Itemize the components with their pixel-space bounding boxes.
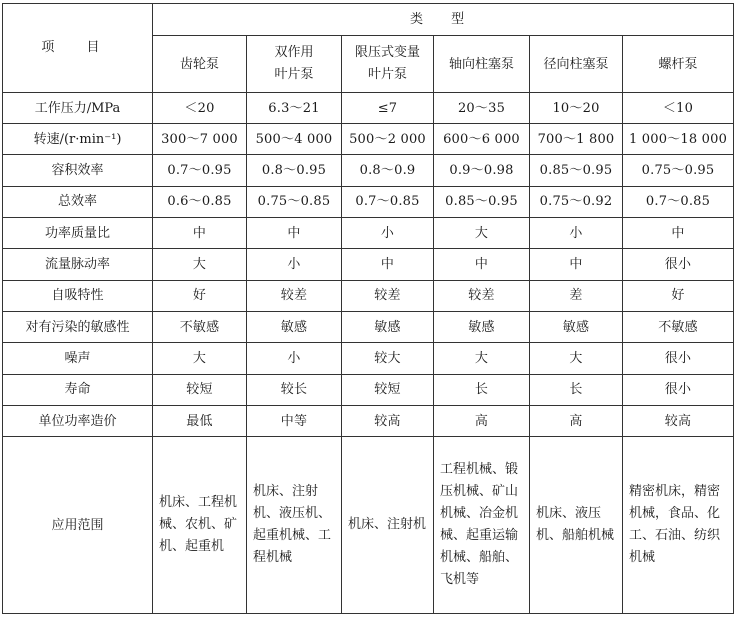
- cell-value: 较差: [342, 280, 434, 311]
- cell-value: ＜10: [623, 92, 734, 123]
- table-row: [3, 405, 734, 436]
- pump-name: 螺杆泵: [623, 36, 734, 93]
- table-row: [3, 280, 734, 311]
- cell-value: 中: [530, 249, 623, 280]
- cell-value: 中: [247, 218, 342, 249]
- cell-value: 工程机械、锻压机械、矿山机械、冶金机械、起重运输机械、船舶、飞机等: [434, 437, 530, 614]
- pump-name: 径向柱塞泵: [530, 36, 623, 93]
- cell-value: ＜20: [153, 92, 247, 123]
- table-row: [3, 155, 734, 186]
- row-label: 单位功率造价: [3, 405, 153, 436]
- cell-value: 0.75～0.92: [530, 186, 623, 217]
- row-label: 流量脉动率: [3, 249, 153, 280]
- cell-value: 大: [434, 218, 530, 249]
- cell-value: 中: [342, 249, 434, 280]
- row-label: 对有污染的敏感性: [3, 311, 153, 342]
- cell-value: 500～2 000: [342, 124, 434, 155]
- row-label: 噪声: [3, 343, 153, 374]
- cell-value: 敏感: [530, 311, 623, 342]
- cell-value: 机床、注射机、液压机、起重机械、工程机械: [247, 437, 342, 614]
- row-label: 容积效率: [3, 155, 153, 186]
- cell-value: 机床、注射机: [342, 437, 434, 614]
- table-row: [3, 218, 734, 249]
- header-type-label: 类 型: [153, 4, 734, 36]
- table-row: [3, 311, 734, 342]
- cell-value: 0.7～0.95: [153, 155, 247, 186]
- cell-value: 较高: [342, 405, 434, 436]
- cell-value: 不敏感: [153, 311, 247, 342]
- cell-value: 敏感: [247, 311, 342, 342]
- table-row: [3, 343, 734, 374]
- cell-value: 0.75～0.85: [247, 186, 342, 217]
- cell-value: 500～4 000: [247, 124, 342, 155]
- cell-value: 机床、液压机、船舶机械: [530, 437, 623, 614]
- cell-value: 较短: [342, 374, 434, 405]
- pump-name: 齿轮泵: [153, 36, 247, 93]
- cell-value: 好: [153, 280, 247, 311]
- pump-name: 轴向柱塞泵: [434, 36, 530, 93]
- cell-value: 小: [342, 218, 434, 249]
- cell-value: 0.6～0.85: [153, 186, 247, 217]
- cell-value: 小: [247, 343, 342, 374]
- cell-value: 很小: [623, 343, 734, 374]
- pump-name: 双作用 叶片泵: [247, 36, 342, 93]
- pump-name: 限压式变量 叶片泵: [342, 36, 434, 93]
- cell-value: 机床、工程机械、农机、矿机、起重机: [153, 437, 247, 614]
- hydraulic-pump-comparison-table: [2, 3, 734, 614]
- cell-value: 20～35: [434, 92, 530, 123]
- cell-value: 很小: [623, 249, 734, 280]
- row-label: 自吸特性: [3, 280, 153, 311]
- cell-value: 较高: [623, 405, 734, 436]
- cell-value: 长: [530, 374, 623, 405]
- row-label: 工作压力/MPa: [3, 92, 153, 123]
- cell-value: 差: [530, 280, 623, 311]
- cell-value: 大: [153, 249, 247, 280]
- cell-value: 很小: [623, 374, 734, 405]
- cell-value: ≤7: [342, 92, 434, 123]
- cell-value: 6.3～21: [247, 92, 342, 123]
- cell-value: 中: [434, 249, 530, 280]
- cell-value: 高: [530, 405, 623, 436]
- cell-value: 0.7～0.85: [623, 186, 734, 217]
- cell-value: 较差: [434, 280, 530, 311]
- cell-value: 大: [434, 343, 530, 374]
- cell-value: 0.85～0.95: [434, 186, 530, 217]
- cell-value: 较短: [153, 374, 247, 405]
- cell-value: 大: [153, 343, 247, 374]
- cell-value: 较长: [247, 374, 342, 405]
- cell-value: 小: [247, 249, 342, 280]
- cell-value: 0.7～0.85: [342, 186, 434, 217]
- cell-value: 好: [623, 280, 734, 311]
- row-label: 应用范围: [3, 437, 153, 614]
- cell-value: 中: [153, 218, 247, 249]
- cell-value: 0.9～0.98: [434, 155, 530, 186]
- table-row: [3, 92, 734, 123]
- cell-value: 敏感: [434, 311, 530, 342]
- cell-value: 0.85～0.95: [530, 155, 623, 186]
- row-label: 转速/(r·min⁻¹): [3, 124, 153, 155]
- row-label: 总效率: [3, 186, 153, 217]
- cell-value: 中: [623, 218, 734, 249]
- table-row-application: [3, 437, 734, 614]
- cell-value: 10～20: [530, 92, 623, 123]
- cell-value: 长: [434, 374, 530, 405]
- cell-value: 大: [530, 343, 623, 374]
- cell-value: 较大: [342, 343, 434, 374]
- table-row: [3, 249, 734, 280]
- cell-value: 较差: [247, 280, 342, 311]
- row-label: 寿命: [3, 374, 153, 405]
- cell-value: 0.75～0.95: [623, 155, 734, 186]
- cell-value: 1 000～18 000: [623, 124, 734, 155]
- cell-value: 精密机床，精密机械，食品、化工、石油、纺织机械: [623, 437, 734, 614]
- table-row: [3, 186, 734, 217]
- cell-value: 小: [530, 218, 623, 249]
- cell-value: 中等: [247, 405, 342, 436]
- header-item-label: 项 目: [3, 4, 153, 93]
- cell-value: 0.8～0.95: [247, 155, 342, 186]
- row-label: 功率质量比: [3, 218, 153, 249]
- cell-value: 不敏感: [623, 311, 734, 342]
- cell-value: 700～1 800: [530, 124, 623, 155]
- cell-value: 600～6 000: [434, 124, 530, 155]
- cell-value: 300～7 000: [153, 124, 247, 155]
- cell-value: 敏感: [342, 311, 434, 342]
- table-row: [3, 374, 734, 405]
- table-row: [3, 124, 734, 155]
- cell-value: 高: [434, 405, 530, 436]
- cell-value: 最低: [153, 405, 247, 436]
- cell-value: 0.8～0.9: [342, 155, 434, 186]
